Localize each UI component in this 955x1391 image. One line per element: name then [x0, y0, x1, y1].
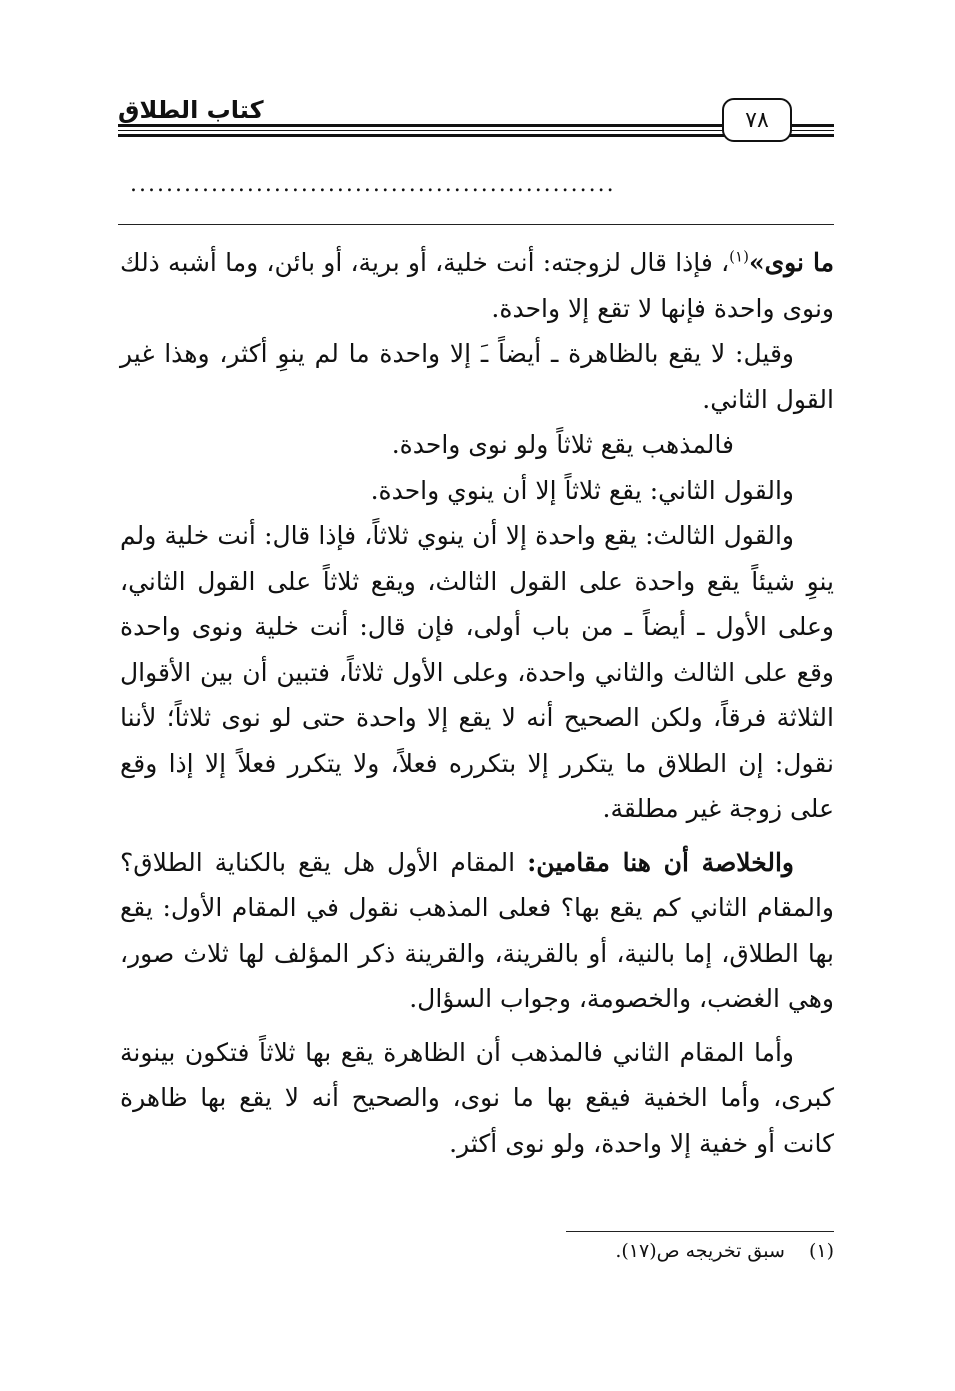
main-text [120, 240, 834, 1166]
page-number-badge [722, 98, 792, 142]
footnote-text: سبق تخريجه ص(١٧). [615, 1240, 785, 1262]
paragraph-1 [120, 240, 834, 331]
header-separator [118, 224, 834, 225]
running-header-title: كتاب الطلاق [118, 96, 264, 124]
paragraph-6-text: المقام الأول هل يقع بالكناية الطلاق؟ والمقام الثاني كم يقع بها؟ فعلى المذهب نقول في المقام الأول: يقع بها الطلاق، إما بالنية، أو بالقرينة، والقرينة ذكر المؤلف لها ثلاث صور، وهي الغضب، والخصومة، وجواب السؤال. [120, 847, 834, 1013]
paragraph-4: والقول الثاني: يقع ثلاثاً إلا أن ينوي واحدة. [370, 475, 794, 505]
paragraph-6 [120, 840, 834, 1022]
ellipsis-line: ...................................................... [130, 172, 616, 197]
paragraph-3: فالمذهب يقع ثلاثاً ولو نوى واحدة. [391, 430, 734, 459]
footnote-separator [566, 1231, 834, 1232]
paragraph-5: والقول الثالث: يقع واحدة إلا أن ينوي ثلاثاً، فإذا قال: أنت خلية ولم ينوِ شيئاً يقع واحدة على القول الثالث، ويقع ثلاثاً على القول الثاني، وعلى الأول ـ أيضاً ـ من باب أولى، فإن قال: أنت خلية ونوى واحدة وقع على الثالث والثاني واحدة، وعلى الأول ثلاثاً، فتبين أن بين الأقوال الثلاثة فرقاً، ولكن الصحيح أنه لا يقع إلا واحدة حتى لو نوى ثلاثاً؛ لأننا نقول: إن الطلاق ما يتكرر إلا بتكرره فعلاً، ولا يتكرر فعلاً إلا إذا وقع على زوجة غير مطلقة. [120, 521, 834, 823]
paragraph-2: وقيل: لا يقع بالظاهرة ـ أيضاً ـَ إلا واحدة ما لم ينوِ أكثر، وهذا غير القول الثاني. [120, 339, 834, 414]
footnote [615, 1240, 834, 1262]
paragraph-7: وأما المقام الثاني فالمذهب أن الظاهرة يقع بها ثلاثاً فتكون بينونة كبرى، وأما الخفية فيقع بها ما نوى، والصحيح أنه لا يقع بها ظاهرة كانت أو خفية إلا واحدة، ولو نوى أكثر. [120, 1037, 834, 1158]
summary-lead-bold: والخلاصة أن هنا مقامين: [527, 847, 794, 877]
page-number: ٧٨ [745, 107, 769, 133]
footnote-ref: (١) [729, 247, 749, 266]
quote-end-bold: ما نوى» [748, 248, 834, 277]
paragraph-1-text: ، فإذا قال لزوجته: أنت خلية، أو برية، أو بائن، وما أشبه ذلك ونوى واحدة فإنها لا تقع إلا واحدة. [120, 248, 834, 323]
footnote-number: (١) [808, 1240, 834, 1262]
